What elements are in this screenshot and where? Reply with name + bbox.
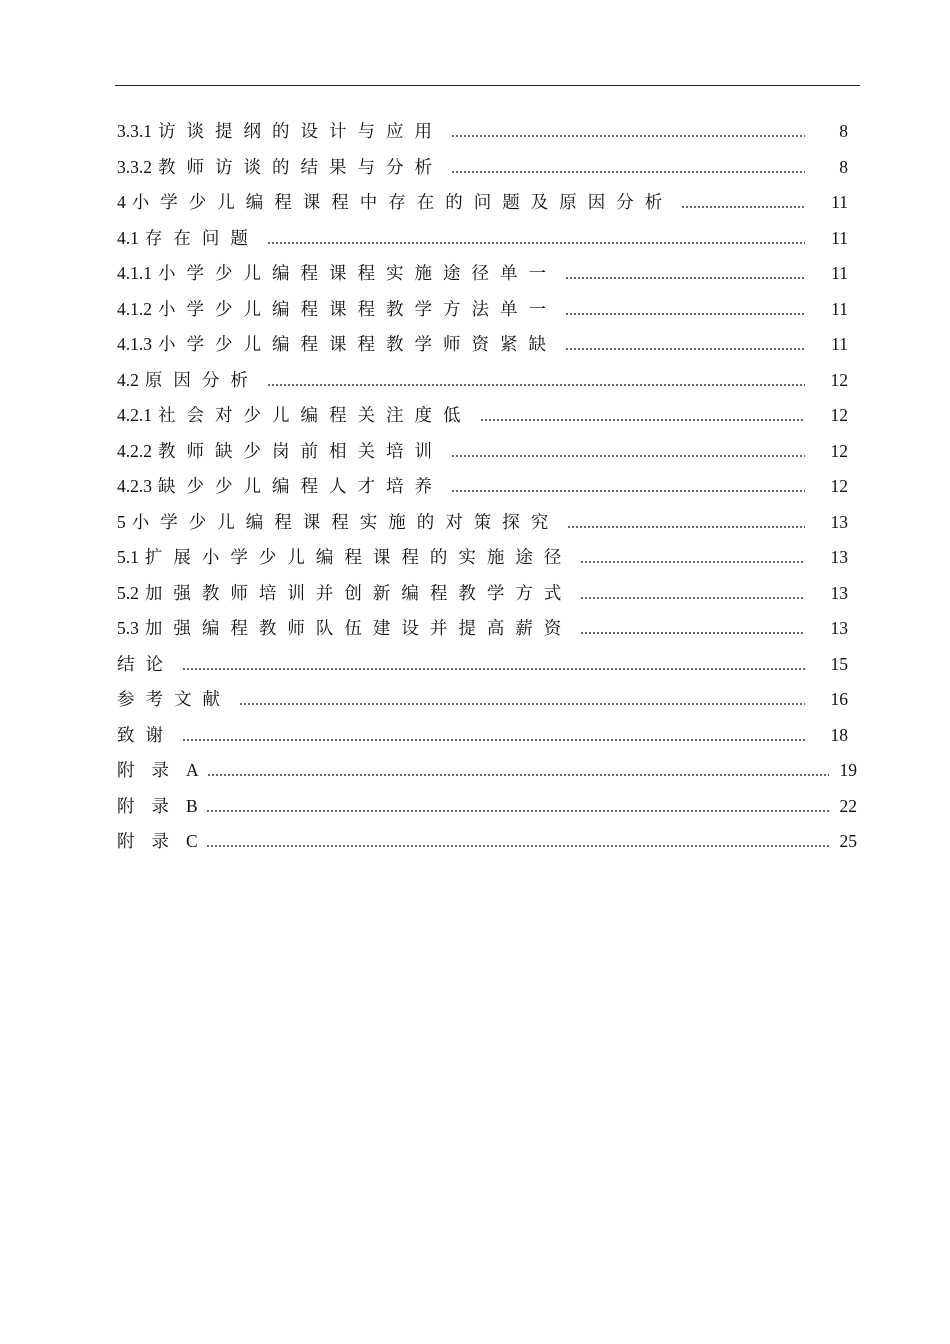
toc-entry-page-number: 13 xyxy=(808,611,848,647)
toc-entry-title xyxy=(117,682,237,718)
toc-entry[interactable] xyxy=(117,363,857,399)
toc-entry[interactable] xyxy=(117,824,857,860)
toc-entry-number: 3.3.1 xyxy=(117,121,152,141)
toc-entry-title xyxy=(117,398,478,434)
toc-entry-text: 结论 xyxy=(117,653,174,674)
toc-entry-title xyxy=(117,505,565,541)
toc-entry-text: 教师访谈的结果与分析 xyxy=(158,156,443,177)
toc-entry-page-number: 19 xyxy=(840,753,858,789)
dot-leader xyxy=(451,135,805,137)
toc-entry-page-number: 11 xyxy=(808,327,848,363)
toc-entry-number: 5 xyxy=(117,511,126,532)
toc-entry-page-number: 11 xyxy=(808,185,848,221)
toc-entry-title xyxy=(117,647,180,683)
appendix-letter: C xyxy=(186,831,198,851)
toc-entry[interactable] xyxy=(117,718,857,754)
toc-entry-title xyxy=(117,576,578,612)
dot-leader xyxy=(565,348,805,350)
toc-entry-number: 4.2.2 xyxy=(117,440,152,461)
dot-leader xyxy=(182,739,805,741)
toc-entry-title xyxy=(117,434,449,470)
toc-entry-number: 4.2.1 xyxy=(117,405,152,425)
toc-entry-text: 小学少儿编程课程中存在的问题及原因分析 xyxy=(131,192,674,212)
toc-entry-title xyxy=(117,256,563,292)
toc-entry[interactable] xyxy=(117,753,857,789)
toc-entry[interactable] xyxy=(117,647,857,683)
toc-entry-title xyxy=(117,753,205,789)
dot-leader xyxy=(267,384,805,386)
toc-entry-title xyxy=(117,292,563,328)
dot-leader xyxy=(580,632,805,634)
toc-entry-page-number: 13 xyxy=(808,540,848,576)
toc-entry-title xyxy=(117,363,265,399)
dot-leader xyxy=(207,774,829,776)
toc-entry-title xyxy=(117,114,449,150)
toc-entry-number: 5.1 xyxy=(117,547,139,567)
toc-entry-number: 4.2 xyxy=(117,369,139,390)
toc-entry-text: 社会对少儿编程关注度低 xyxy=(158,405,472,425)
dot-leader xyxy=(206,845,829,847)
toc-entry-text: 附录 xyxy=(117,760,186,780)
toc-entry-page-number: 11 xyxy=(808,256,848,292)
toc-entry[interactable] xyxy=(117,114,857,150)
toc-entry-text: 教师缺少岗前相关培训 xyxy=(158,440,443,461)
toc-entry-page-number: 15 xyxy=(808,647,848,683)
toc-entry[interactable] xyxy=(117,292,857,328)
toc-entry-title xyxy=(117,221,265,257)
toc-entry-text: 小学少儿编程课程教学方法单一 xyxy=(158,298,557,319)
toc-entry-title xyxy=(117,718,180,754)
toc-entry-page-number: 13 xyxy=(808,505,848,541)
toc-entry-number: 4.1 xyxy=(117,227,139,248)
toc-entry-page-number: 22 xyxy=(840,789,858,825)
toc-entry[interactable] xyxy=(117,185,857,221)
toc-entry[interactable] xyxy=(117,682,857,718)
toc-entry-text: 附录 xyxy=(117,795,186,816)
toc-entry-number: 4.1.3 xyxy=(117,334,152,354)
toc-entry[interactable] xyxy=(117,505,857,541)
toc-entry-title xyxy=(117,789,204,825)
dot-leader xyxy=(580,561,805,563)
dot-leader xyxy=(565,313,805,315)
toc-entry-number: 5.3 xyxy=(117,618,139,638)
toc-entry-title xyxy=(117,611,578,647)
toc-entry-text: 小学少儿编程课程教学师资紧缺 xyxy=(158,334,557,354)
dot-leader xyxy=(480,419,806,421)
toc-entry-page-number: 12 xyxy=(808,363,848,399)
toc-entry-number: 4.1.2 xyxy=(117,298,152,319)
dot-leader xyxy=(681,206,805,208)
header-rule xyxy=(115,85,860,86)
toc-entry-title xyxy=(117,150,449,186)
dot-leader xyxy=(580,597,805,599)
toc-entry-page-number: 12 xyxy=(808,398,848,434)
toc-entry-page-number: 13 xyxy=(808,576,848,612)
appendix-letter: A xyxy=(186,760,199,780)
toc-entry-page-number: 12 xyxy=(808,434,848,470)
toc-entry[interactable] xyxy=(117,256,857,292)
toc-entry-text: 附录 xyxy=(117,831,186,851)
toc-entry-number: 3.3.2 xyxy=(117,156,152,177)
toc-entry-text: 加强编程教师队伍建设并提高薪资 xyxy=(144,618,573,638)
toc-entry-page-number: 18 xyxy=(808,718,848,754)
dot-leader xyxy=(206,810,829,812)
toc-entry-page-number: 25 xyxy=(840,824,858,860)
toc-entry[interactable] xyxy=(117,398,857,434)
toc-entry[interactable] xyxy=(117,327,857,363)
toc-entry[interactable] xyxy=(117,469,857,505)
toc-entry-title xyxy=(117,469,449,505)
toc-entry-title xyxy=(117,327,563,363)
toc-entry-text: 扩展小学少儿编程课程的实施途径 xyxy=(144,547,573,567)
toc-entry[interactable] xyxy=(117,150,857,186)
toc-entry-text: 参考文献 xyxy=(117,689,231,709)
dot-leader xyxy=(567,526,805,528)
toc-entry-title xyxy=(117,824,204,860)
toc-entry-text: 小学少儿编程课程实施途径单一 xyxy=(158,263,557,283)
toc-entry-number: 5.2 xyxy=(117,582,139,603)
toc-entry-title xyxy=(117,540,578,576)
toc-entry[interactable] xyxy=(117,221,857,257)
toc-entry[interactable] xyxy=(117,611,857,647)
toc-entry[interactable] xyxy=(117,540,857,576)
toc-entry-text: 致谢 xyxy=(117,724,174,745)
toc-entry-number: 4.2.3 xyxy=(117,476,152,496)
dot-leader xyxy=(267,242,805,244)
toc-entry-page-number: 11 xyxy=(808,292,848,328)
toc-entry[interactable] xyxy=(117,576,857,612)
toc-entry-number: 4.1.1 xyxy=(117,263,152,283)
toc-entry-text: 存在问题 xyxy=(144,227,259,248)
toc-entry-number: 4 xyxy=(117,192,126,212)
table-of-contents xyxy=(117,114,857,860)
toc-entry[interactable] xyxy=(117,434,857,470)
toc-entry-page-number: 12 xyxy=(808,469,848,505)
toc-entry[interactable] xyxy=(117,789,857,825)
toc-entry-text: 原因分析 xyxy=(144,369,259,390)
dot-leader xyxy=(239,703,805,705)
dot-leader xyxy=(451,455,805,457)
toc-entry-page-number: 8 xyxy=(808,114,848,150)
toc-entry-text: 加强教师培训并创新编程教学方式 xyxy=(144,582,573,603)
toc-entry-text: 小学少儿编程课程实施的对策探究 xyxy=(131,511,560,532)
dot-leader xyxy=(182,668,805,670)
toc-entry-title xyxy=(117,185,679,221)
appendix-letter: B xyxy=(186,795,198,816)
toc-entry-page-number: 11 xyxy=(808,221,848,257)
toc-entry-text: 缺少少儿编程人才培养 xyxy=(158,476,443,496)
toc-entry-page-number: 16 xyxy=(808,682,848,718)
dot-leader xyxy=(451,171,805,173)
dot-leader xyxy=(451,490,805,492)
dot-leader xyxy=(565,277,805,279)
toc-entry-text: 访谈提纲的设计与应用 xyxy=(158,121,443,141)
toc-entry-page-number: 8 xyxy=(808,150,848,186)
